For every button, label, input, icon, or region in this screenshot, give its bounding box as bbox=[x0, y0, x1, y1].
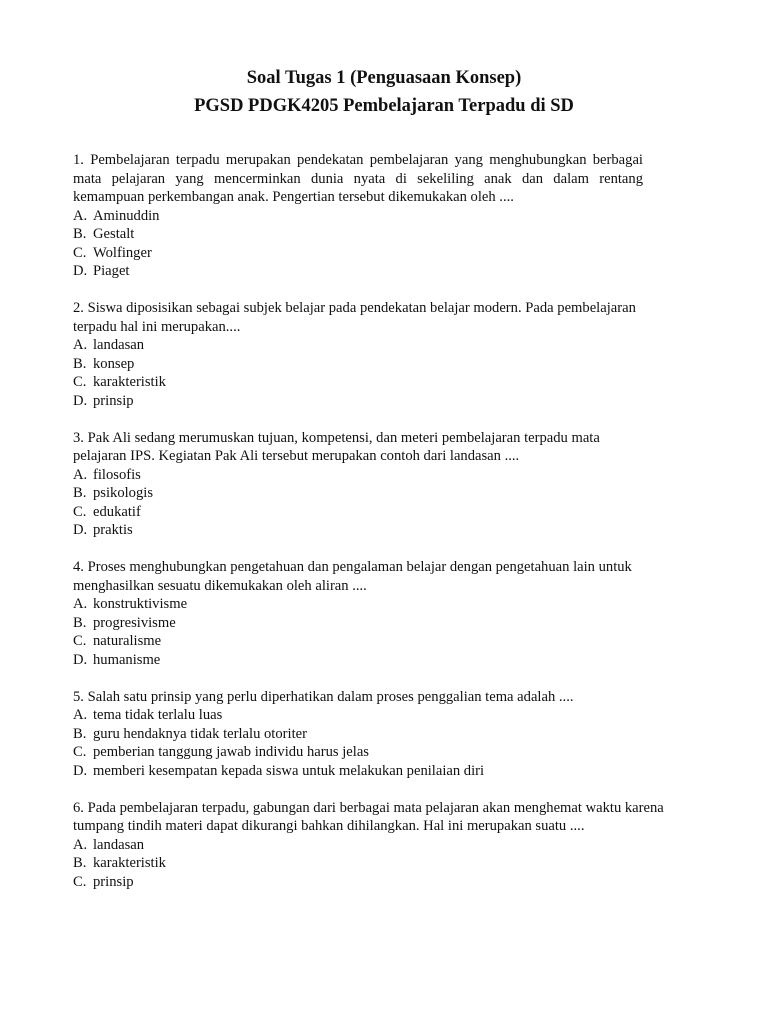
option-letter: C. bbox=[73, 744, 87, 760]
option-text: prinsip bbox=[93, 873, 134, 890]
option-text: praktis bbox=[93, 522, 133, 538]
option-text: Gestalt bbox=[93, 226, 135, 242]
option-b bbox=[73, 854, 643, 873]
option-d bbox=[73, 521, 643, 540]
option-d bbox=[73, 262, 643, 281]
option-letter: C. bbox=[73, 873, 87, 890]
option-a bbox=[73, 836, 643, 855]
option-text: memberi kesempatan kepada siswa untuk melakukan penilaian diri bbox=[93, 762, 485, 779]
option-letter: A. bbox=[73, 466, 88, 483]
option-a bbox=[73, 466, 643, 485]
option-a bbox=[73, 336, 643, 355]
option-c bbox=[73, 873, 643, 892]
question-5 bbox=[73, 688, 643, 781]
option-d bbox=[73, 392, 643, 411]
option-letter: C. bbox=[73, 633, 87, 649]
option-letter: A. bbox=[73, 207, 88, 224]
option-d bbox=[73, 762, 643, 781]
option-text: landasan bbox=[93, 836, 145, 853]
question-text: 2. Siswa diposisikan sebagai subjek belajar pada pendekatan belajar modern. Pada pembelajaran terpadu hal ini merupakan.... bbox=[73, 300, 636, 335]
option-c bbox=[73, 373, 643, 392]
option-letter: D. bbox=[73, 762, 88, 779]
option-text: pemberian tanggung jawab individu harus jelas bbox=[93, 744, 369, 760]
question-text: 4. Proses menghubungkan pengetahuan dan pengalaman belajar dengan pengetahuan lain untuk menghasilkan sesuatu dikemukakan oleh aliran .... bbox=[73, 559, 632, 594]
option-letter: D. bbox=[73, 651, 88, 668]
question-4 bbox=[73, 558, 643, 669]
option-text: edukatif bbox=[93, 503, 141, 520]
option-letter: C. bbox=[73, 503, 87, 520]
option-letter: A. bbox=[73, 707, 88, 723]
option-text: progresivisme bbox=[93, 614, 176, 631]
option-text: humanisme bbox=[93, 651, 161, 668]
option-c bbox=[73, 632, 643, 651]
option-letter: B. bbox=[73, 226, 87, 242]
option-letter: B. bbox=[73, 855, 87, 871]
option-b bbox=[73, 225, 643, 244]
option-a bbox=[73, 595, 643, 614]
option-c bbox=[73, 244, 643, 263]
question-text: 5. Salah satu prinsip yang perlu diperhatikan dalam proses penggalian tema adalah .... bbox=[73, 688, 574, 705]
option-text: Piaget bbox=[93, 263, 130, 279]
question-3 bbox=[73, 429, 643, 540]
question-text: 3. Pak Ali sedang merumuskan tujuan, kompetensi, dan meteri pembelajaran terpadu mata pelajaran IPS. Kegiatan Pak Ali tersebut merupakan contoh dari landasan .... bbox=[73, 429, 600, 464]
option-letter: D. bbox=[73, 522, 88, 538]
document-header bbox=[0, 64, 768, 120]
option-c bbox=[73, 743, 643, 762]
option-b bbox=[73, 484, 643, 503]
option-text: tema tidak terlalu luas bbox=[93, 707, 223, 723]
question-text: 6. Pada pembelajaran terpadu, gabungan dari berbagai mata pelajaran akan menghemat waktu karena tumpang tindih materi dapat dikurangi bahkan dihilangkan. Hal ini merupakan suatu .... bbox=[73, 799, 664, 834]
document-title: Soal Tugas 1 (Penguasaan Konsep) bbox=[246, 68, 522, 88]
option-letter: A. bbox=[73, 337, 88, 353]
option-letter: B. bbox=[73, 485, 87, 501]
document-subtitle: PGSD PDGK4205 Pembelajaran Terpadu di SD bbox=[194, 96, 574, 116]
option-letter: A. bbox=[73, 596, 88, 612]
option-b bbox=[73, 725, 643, 744]
option-b bbox=[73, 355, 643, 374]
option-text: karakteristik bbox=[93, 374, 166, 390]
option-text: filosofis bbox=[93, 466, 141, 483]
option-letter: C. bbox=[73, 244, 87, 261]
question-text: 1. Pembelajaran terpadu merupakan pendekatan pembelajaran yang menghubungkan berbagai mata pelajaran yang mencerminkan dunia nyata di sekeliling anak dan dalam rentang kemampuan perkembangan anak. Pengertian tersebut dikemukakan oleh .... bbox=[73, 152, 643, 205]
option-text: konsep bbox=[93, 355, 135, 372]
option-text: landasan bbox=[93, 337, 145, 353]
option-letter: C. bbox=[73, 374, 87, 390]
option-text: guru hendaknya tidak terlalu otoriter bbox=[93, 725, 307, 742]
option-letter: B. bbox=[73, 614, 87, 631]
option-text: prinsip bbox=[93, 392, 134, 409]
option-letter: B. bbox=[73, 355, 87, 372]
option-a bbox=[73, 207, 643, 226]
option-c bbox=[73, 503, 643, 522]
question-list bbox=[73, 151, 664, 910]
question-1 bbox=[73, 151, 643, 281]
option-d bbox=[73, 651, 643, 670]
option-letter: D. bbox=[73, 263, 88, 279]
question-6 bbox=[73, 799, 664, 892]
option-text: konstruktivisme bbox=[93, 596, 188, 612]
option-text: Aminuddin bbox=[93, 207, 160, 224]
question-2 bbox=[73, 299, 643, 410]
option-text: karakteristik bbox=[93, 855, 166, 871]
option-b bbox=[73, 614, 643, 633]
option-letter: A. bbox=[73, 836, 88, 853]
option-text: Wolfinger bbox=[93, 244, 152, 261]
option-a bbox=[73, 706, 643, 725]
option-text: naturalisme bbox=[93, 633, 162, 649]
option-letter: B. bbox=[73, 725, 87, 742]
option-text: psikologis bbox=[93, 485, 154, 501]
option-letter: D. bbox=[73, 392, 88, 409]
